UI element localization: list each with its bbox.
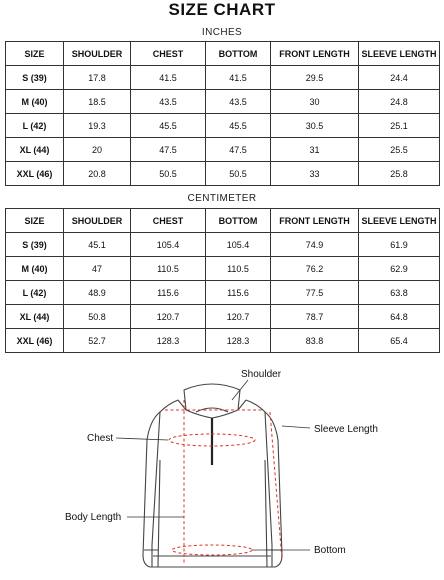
measurement-cell: 74.9 (271, 233, 359, 257)
table-row (6, 90, 440, 114)
size-cell: S (39) (6, 233, 64, 257)
table-row (6, 114, 440, 138)
measurement-cell: 30.5 (271, 114, 359, 138)
measurement-cell: 115.6 (131, 281, 206, 305)
measurement-cell: 50.5 (131, 162, 206, 186)
inches-table (5, 41, 440, 186)
body-length-callout: Body Length (65, 512, 122, 523)
measurement-cell: 25.5 (359, 138, 440, 162)
measurement-cell: 25.8 (359, 162, 440, 186)
table-row (6, 66, 440, 90)
column-header: SLEEVE LENGTH (359, 209, 440, 233)
column-header: FRONT LENGTH (271, 42, 359, 66)
column-header: CHEST (131, 209, 206, 233)
size-cell: L (42) (6, 281, 64, 305)
measurement-cell: 47.5 (206, 138, 271, 162)
measurement-cell: 18.5 (64, 90, 131, 114)
measurement-cell: 47.5 (131, 138, 206, 162)
measurement-cell: 63.8 (359, 281, 440, 305)
measurement-cell: 50.5 (206, 162, 271, 186)
measurement-cell: 47 (64, 257, 131, 281)
measurement-cell: 52.7 (64, 329, 131, 353)
measurement-cell: 29.5 (271, 66, 359, 90)
measurement-cell: 110.5 (206, 257, 271, 281)
measurement-cell: 62.9 (359, 257, 440, 281)
column-header: SHOULDER (64, 209, 131, 233)
measurement-cell: 83.8 (271, 329, 359, 353)
table-row (6, 281, 440, 305)
bottom-callout: Bottom (314, 545, 346, 556)
measurement-cell: 43.5 (206, 90, 271, 114)
size-cell: L (42) (6, 114, 64, 138)
jacket-outline (143, 384, 282, 567)
measurement-cell: 76.2 (271, 257, 359, 281)
measurement-cell: 105.4 (131, 233, 206, 257)
measurement-cell: 50.8 (64, 305, 131, 329)
column-header: BOTTOM (206, 209, 271, 233)
measurement-cell: 48.9 (64, 281, 131, 305)
measurement-cell: 64.8 (359, 305, 440, 329)
measurement-cell: 45.5 (206, 114, 271, 138)
measurement-cell: 43.5 (131, 90, 206, 114)
size-cell: XL (44) (6, 138, 64, 162)
column-header: BOTTOM (206, 42, 271, 66)
measurement-cell: 33 (271, 162, 359, 186)
table-row (6, 329, 440, 353)
table-row (6, 162, 440, 186)
table-row (6, 257, 440, 281)
measurement-cell: 30 (271, 90, 359, 114)
table-row (6, 138, 440, 162)
column-header: CHEST (131, 42, 206, 66)
measurement-cell: 45.5 (131, 114, 206, 138)
measurement-cell: 120.7 (206, 305, 271, 329)
measurement-cell: 41.5 (206, 66, 271, 90)
measurement-cell: 65.4 (359, 329, 440, 353)
measurement-cell: 25.1 (359, 114, 440, 138)
measurement-cell: 105.4 (206, 233, 271, 257)
column-header: FRONT LENGTH (271, 209, 359, 233)
size-cell: M (40) (6, 257, 64, 281)
measurement-cell: 128.3 (131, 329, 206, 353)
measurement-cell: 120.7 (131, 305, 206, 329)
measurement-cell: 128.3 (206, 329, 271, 353)
measurement-cell: 77.5 (271, 281, 359, 305)
measurement-cell: 45.1 (64, 233, 131, 257)
measurement-cell: 20 (64, 138, 131, 162)
measurement-cell: 17.8 (64, 66, 131, 90)
page-title: SIZE CHART (168, 0, 276, 19)
measurement-cell: 31 (271, 138, 359, 162)
size-cell: XXL (46) (6, 162, 64, 186)
measurement-cell: 61.9 (359, 233, 440, 257)
table-row (6, 233, 440, 257)
measurement-cell: 19.3 (64, 114, 131, 138)
chest-callout: Chest (87, 433, 114, 444)
centimeter-label: CENTIMETER (187, 193, 257, 204)
size-cell: XL (44) (6, 305, 64, 329)
table-row (6, 305, 440, 329)
size-cell: M (40) (6, 90, 64, 114)
measurement-lines (165, 400, 282, 565)
centimeter-table (5, 208, 440, 353)
column-header: SIZE (6, 209, 64, 233)
jacket-measurement-diagram (0, 360, 444, 580)
measurement-cell: 20.8 (64, 162, 131, 186)
column-header: SIZE (6, 42, 64, 66)
size-cell: XXL (46) (6, 329, 64, 353)
measurement-cell: 115.6 (206, 281, 271, 305)
measurement-cell: 24.4 (359, 66, 440, 90)
column-header: SHOULDER (64, 42, 131, 66)
table-header-row (6, 42, 440, 66)
sleeve-length-callout: Sleeve Length (314, 424, 378, 435)
size-cell: S (39) (6, 66, 64, 90)
measurement-cell: 41.5 (131, 66, 206, 90)
table-header-row (6, 209, 440, 233)
column-header: SLEEVE LENGTH (359, 42, 440, 66)
measurement-cell: 24.8 (359, 90, 440, 114)
shoulder-callout: Shoulder (241, 369, 282, 380)
measurement-cell: 110.5 (131, 257, 206, 281)
inches-label: INCHES (201, 27, 243, 38)
measurement-cell: 78.7 (271, 305, 359, 329)
